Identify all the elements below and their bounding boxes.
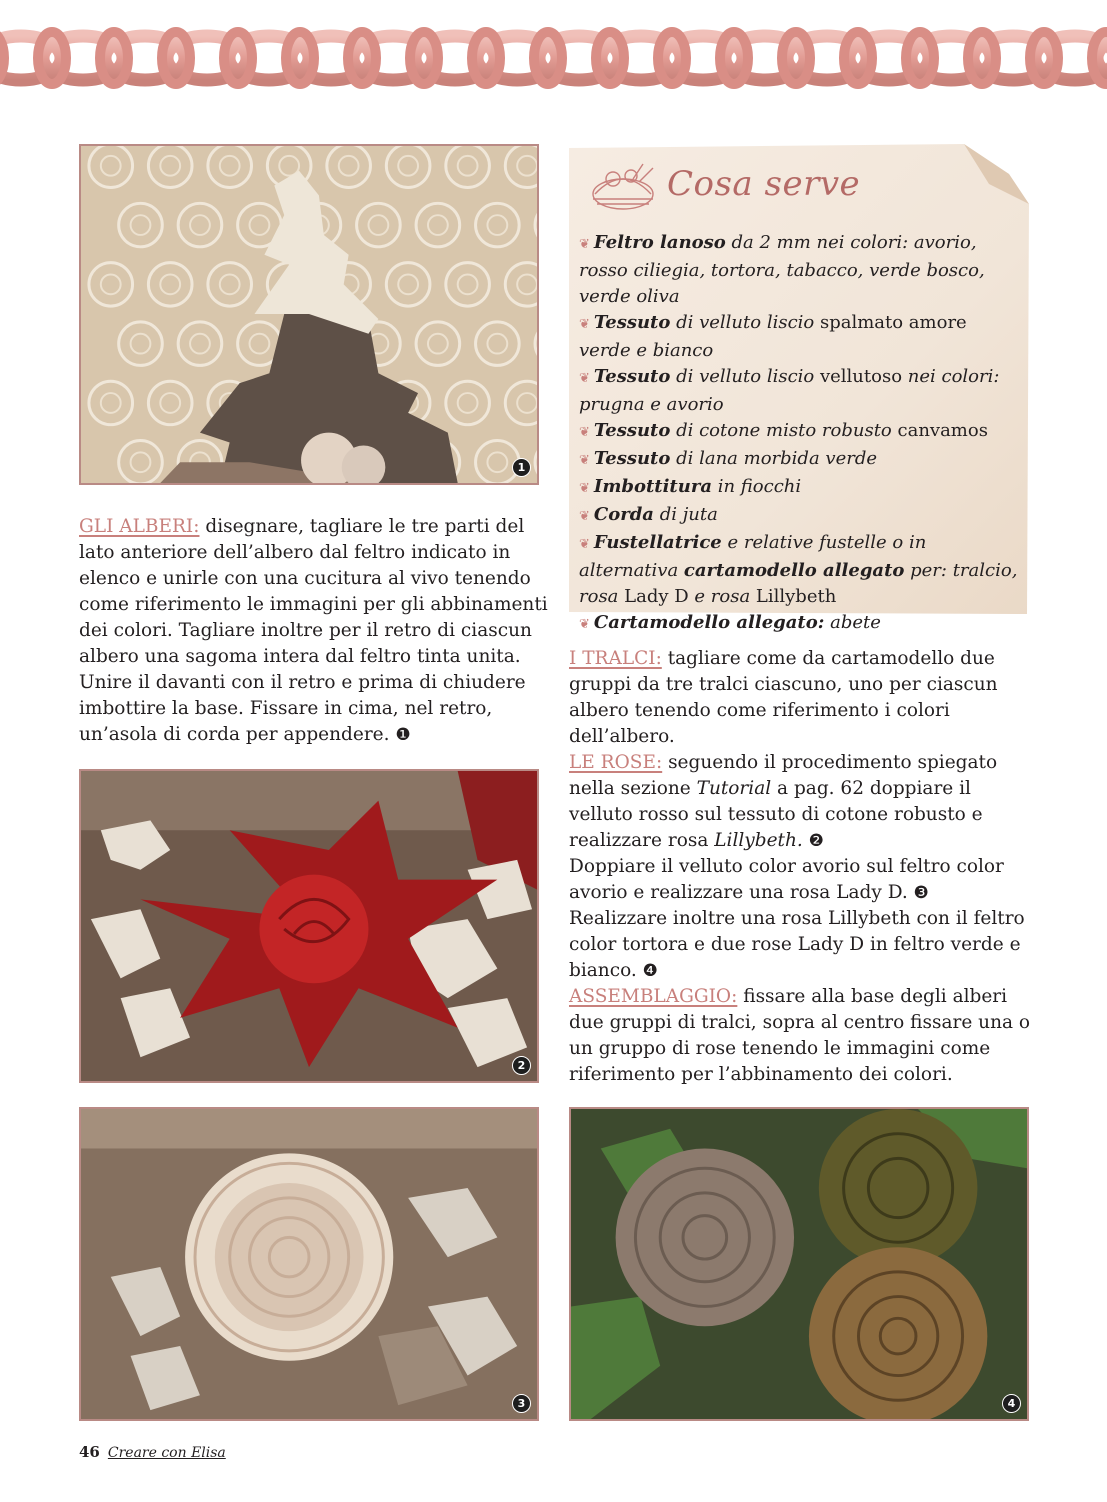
instructions-right [569,646,1039,1088]
materials-title: Cosa serve [667,164,861,204]
ref-number-3: ❸ [913,883,929,903]
trees-heading: GLI ALBERI: [79,516,200,537]
bullet-icon: ❦ [579,481,590,496]
tralci-heading: I TRALCI: [569,648,662,669]
ref-number-1: ❶ [395,725,411,745]
rose-paragraph-2: Doppiare il velluto color avorio sul feltro color avorio e realizzare una rosa Lady D. ❸ [569,856,1004,903]
materials-panel [569,144,1029,633]
page-number: 46 [79,1443,100,1461]
bullet-icon: ❦ [579,371,590,386]
page-footer [79,1443,226,1461]
photo-ivory-rose [79,1107,539,1421]
photo-number-2: 2 [512,1056,531,1075]
list-item: ❦ Tessuto di lana morbida verde [579,448,877,469]
list-item: ❦ Tessuto di cotone misto robusto canvamos [579,420,988,441]
materials-list [579,230,1019,638]
bullet-icon: ❦ [579,617,590,632]
assemblaggio-text: fissare alla base degli alberi due gruppi di tralci, sopra al centro fissare una o un gruppo di rose tenendo le immagini come riferimento per l’abbinamento dei colori. [569,986,1031,1085]
photo-number-3: 3 [512,1394,531,1413]
chain-link [0,32,4,84]
list-item: ❦ Feltro lanoso da 2 mm nei colori: avorio, rosso ciliegia, tortora, tabacco, verde bosco, verde oliva [579,232,985,307]
bullet-icon: ❦ [579,317,590,332]
rose-heading: LE ROSE: [569,752,663,773]
rose-paragraph: LE ROSE: seguendo il procedimento spiegato nella sezione Tutorial a pag. 62 doppiare il velluto rosso sul tessuto di cotone robusto e realizzare rosa Lillybeth. ❷ [569,752,998,851]
list-item: ❦ Tessuto di velluto liscio vellutoso nei colori: prugna e avorio [579,366,1000,415]
tralci-text: tagliare come da cartamodello due gruppi da tre tralci ciascuno, uno per ciascun albero tenendo come riferimento i colori dell’albero. [569,648,998,747]
photo-number-4: 4 [1002,1394,1021,1413]
photo-red-rose [79,769,539,1083]
bullet-icon: ❦ [579,509,590,524]
ref-number-4: ❹ [642,961,658,981]
trees-instructions [79,514,549,748]
tralci-paragraph [569,646,1039,750]
list-item: ❦ Corda di juta [579,504,718,525]
bullet-icon: ❦ [579,537,590,552]
list-item: ❦ Cartamodello allegato: abete [579,612,881,633]
bullet-icon: ❦ [579,425,590,440]
sewing-basket-icon [583,154,665,216]
photo-taupe-green-roses [569,1107,1029,1421]
assemblaggio-heading: ASSEMBLAGGIO: [569,986,738,1007]
magazine-name: Creare con Elisa [107,1445,226,1461]
bullet-icon: ❦ [579,237,590,252]
list-item: ❦ Fustellatrice e relative fustelle o in alternativa cartamodello allegato per: tralcio, rosa Lady D e rosa Lillybeth [579,532,1018,607]
list-item: ❦ Imbottitura in fiocchi [579,476,802,497]
rose-paragraph-3: Realizzare inoltre una rosa Lillybeth con il feltro color tortora e due rose Lady D in feltro verde e bianco. ❹ [569,908,1025,981]
assemblaggio-paragraph [569,984,1039,1088]
list-item: ❦ Tessuto di velluto liscio spalmato amore verde e bianco [579,312,967,361]
chain-border-decoration [0,18,1107,98]
photo-number-1: 1 [512,458,531,477]
ref-number-2: ❷ [808,831,824,851]
photo-felt-tree [79,144,539,485]
bullet-icon: ❦ [579,453,590,468]
trees-text: disegnare, tagliare le tre parti del lato anteriore dell’albero dal feltro indicato in elenco e unirle con una cucitura al vivo tenendo come riferimento le immagini per gli abbinamenti dei colori. Tagliare inoltre per il retro di ciascun albero una sagoma intera dal feltro tinta unita. Unire il davanti con il retro e prima di chiudere imbottire la base. Fissare in cima, nel retro, un’asola di corda per appendere. [79,516,548,745]
